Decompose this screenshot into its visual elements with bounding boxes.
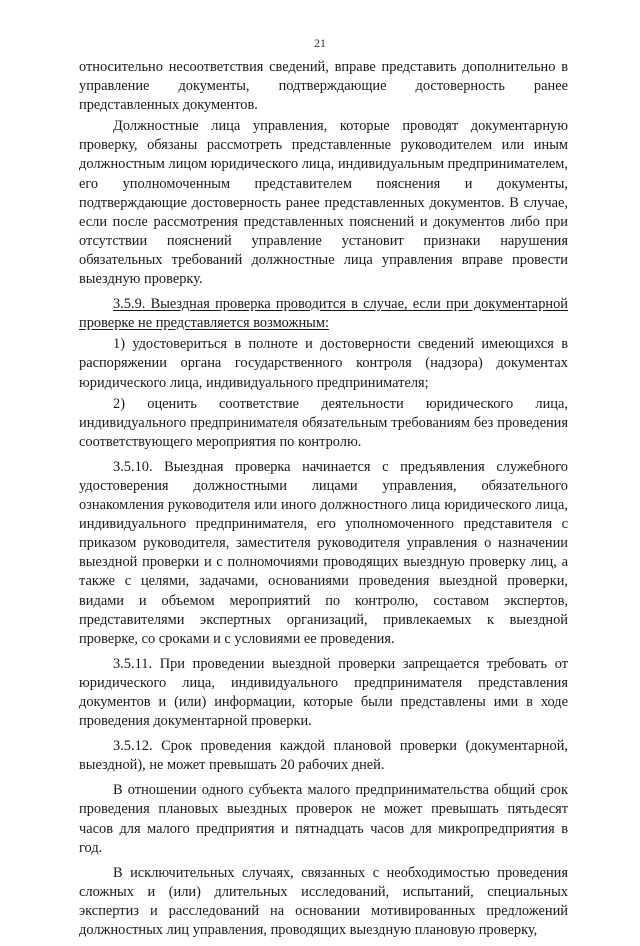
paragraph-3-5-10: 3.5.10. Выездная проверка начинается с предъявления служебного удостоверения должностными лицами управления, обязательного ознакомления руководителя или иного должностного лица юридического лица, индивидуального предпринимателя, его уполномоченного представителя с приказом руководителя, заместителя руководителя управления о назначении выездной проверки и с полномочиями проводящих выездную проверку лиц, а также с целями, задачами, основаниями проведения выездной проверки, видами и объемом мероприятий по контролю, составом экспертов, представителями экспертных организаций, привлекаемых к выездной проверке, со сроками и с условиями ее проведения. — [79, 458, 568, 647]
paragraph-3-5-11: 3.5.11. При проведении выездной проверки запрещается требовать от юридического лица, индивидуального предпринимателя представления документов и (или) информации, которые были представлены ими в ходе проведения документарной проверки. — [79, 655, 568, 730]
paragraph-continuation: относительно несоответствия сведений, вправе представить дополнительно в управление документы, подтверждающие достоверность ранее представленных документов. — [79, 59, 568, 114]
paragraph-item-1: 1) удостовериться в полноте и достоверности сведений имеющихся в распоряжении органа государственного контроля (надзора) документах юридического лица, индивидуального предпринимателя; — [79, 336, 568, 391]
paragraph-exceptional-cases: В исключительных случаях, связанных с необходимостью проведения сложных и (или) длительных исследований, испытаний, специальных экспертиз и расследований на основании мотивированных предложений должностных лиц управления, проводящих выездную плановую проверку, — [79, 864, 568, 939]
paragraph-3-5-9: 3.5.9. Выездная проверка проводится в случае, если при документарной проверке не представляется возможным: — [79, 296, 568, 332]
paragraph-3-5-12: 3.5.12. Срок проведения каждой плановой проверки (документарной, выездной), не может превышать 20 рабочих дней. — [79, 738, 568, 774]
page-number: 21 — [314, 36, 326, 50]
paragraph-officials-review: Должностные лица управления, которые проводят документарную проверку, обязаны рассмотреть представленные руководителем или иным должностным лицом юридического лица, индивидуальным предпринимателем, его уполномоченным представителем пояснения и документы, подтверждающие достоверность ранее представленных документов. В случае, если после рассмотрения представленных пояснений и документов либо при отсутствии пояснений управление установит признаки нарушения обязательных требований должностные лица управления вправе провести выездную проверку. — [79, 118, 568, 288]
paragraph-small-business-limit: В отношении одного субъекта малого предпринимательства общий срок проведения плановых выездных проверок не может превышать пятьдесят часов для малого предприятия и пятнадцать часов для микропредприятия в год. — [79, 782, 568, 856]
paragraph-item-2: 2) оценить соответствие деятельности юридического лица, индивидуального предпринимателя обязательным требованиям без проведения соответствующего мероприятия по контролю. — [79, 395, 568, 450]
document-body — [79, 58, 568, 946]
